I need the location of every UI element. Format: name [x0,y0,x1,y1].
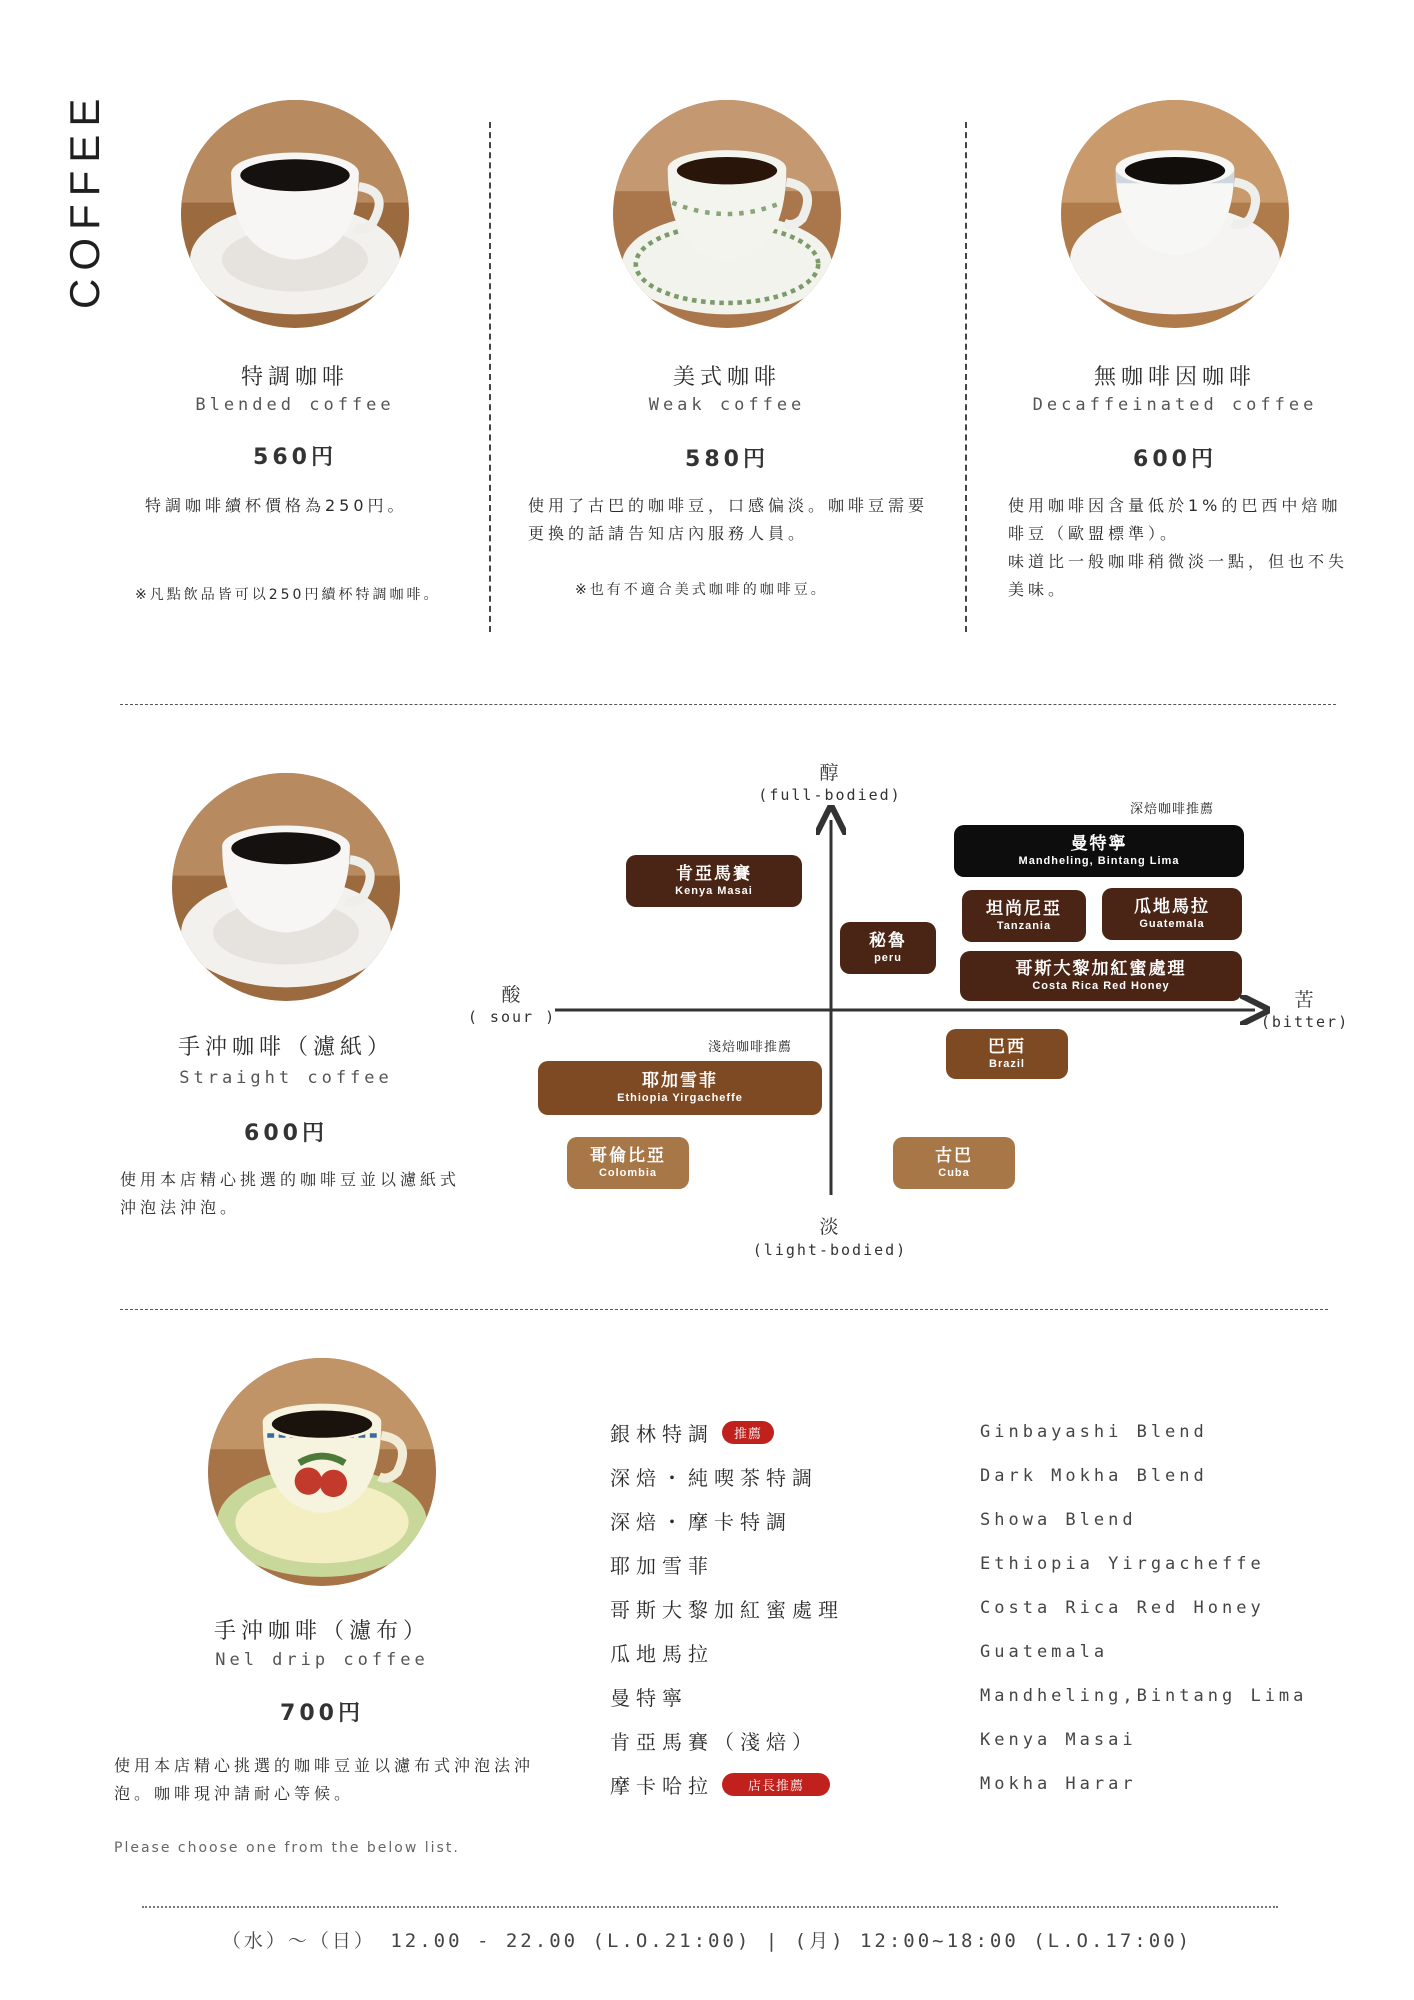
bean-list-en [980,1410,1380,1806]
opening-hours: （水）～（日） 12.00 - 22.00 (L.O.21:00) | (月) 12:00~18:00 (L.O.17:00) [221,1930,1193,1952]
list-item-en: Kenya Masai [980,1730,1137,1750]
decaf-coffee-photo [1061,100,1289,328]
coffee-cup-icon [181,100,409,328]
list-item-label: 耶加雪菲 [610,1553,714,1578]
axis-bottom-sublabel: (light-bodied) [752,1241,908,1259]
straight-coffee-name: 手沖咖啡（濾紙） [177,1035,394,1060]
coffee-cup-icon [172,773,400,1001]
dark-roast-recommend-label: 深焙咖啡推薦 [1130,802,1215,817]
list-item-en: Costa Rica Red Honey [980,1598,1265,1618]
axis-bottom-label: 淡 [819,1216,841,1238]
nel-drip-coffee-name-en: Nel drip coffee [215,1650,429,1670]
bean-tag-brazil [946,1029,1068,1079]
list-item-en: Dark Mokha Blend [980,1466,1208,1486]
list-item-label: 哥斯大黎加紅蜜處理 [610,1597,844,1622]
nel-drip-coffee-price: 700円 [280,1701,364,1726]
list-item [610,1454,970,1498]
nel-drip-coffee-name: 手沖咖啡（濾布） [213,1619,430,1644]
weak-coffee-price: 580円 [685,447,769,472]
list-item [610,1542,970,1586]
section-divider [120,704,1336,705]
list-item-en: Guatemala [980,1642,1109,1662]
list-item [610,1762,970,1806]
section-divider [120,1309,1328,1310]
axis-left-label: 酸 [501,984,523,1006]
weak-coffee-note: ※也有不適合美式咖啡的咖啡豆。 [575,582,828,598]
bean-tag-sublabel: Mandheling, Bintang Lima [1018,855,1180,867]
recommend-badge: 推薦 [722,1421,774,1444]
blended-coffee-name: 特調咖啡 [240,365,349,390]
list-item-en: Ginbayashi Blend [980,1422,1208,1442]
decaf-coffee-desc: 使用咖啡因含量低於1%的巴西中焙咖啡豆（歐盟標準）。 味道比一般咖啡稍微淡一點，但也不失美味。 [1008,496,1349,599]
nel-drip-coffee-photo [208,1358,436,1586]
bean-tag-mandheling [954,825,1244,877]
bean-tag-label: 曼特寧 [1070,834,1128,854]
bean-tag-cuba [893,1137,1015,1189]
bean-tag-colombia [567,1137,689,1189]
bean-tag-label: 秘魯 [869,931,907,951]
bean-tag-label: 坦尚尼亞 [986,899,1062,919]
choose-bean-note: Please choose one from the below list. [114,1840,460,1856]
straight-coffee-photo [172,773,400,1001]
list-item-en: Mandheling,Bintang Lima [980,1686,1308,1706]
bean-tag-label: 哥斯大黎加紅蜜處理 [1015,959,1187,979]
straight-coffee-price: 600円 [244,1121,328,1146]
blended-coffee-note: ※凡點飲品皆可以250円續杯特調咖啡。 [135,587,441,603]
bean-tag-tanzania [962,890,1086,942]
decaf-coffee-name: 無咖啡因咖啡 [1093,365,1256,390]
bean-tag-peru [840,922,936,974]
weak-coffee-desc: 使用了古巴的咖啡豆，口感偏淡。咖啡豆需要更換的話請告知店內服務人員。 [528,496,929,543]
bean-tag-sublabel: Kenya Masai [675,885,753,897]
list-item-label: 肯亞馬賽（淺焙） [610,1729,818,1754]
bean-tag-label: 巴西 [988,1037,1026,1057]
list-item [610,1586,970,1630]
coffee-cup-icon [208,1358,436,1586]
axis-top-sublabel: (full-bodied) [758,786,902,804]
list-item [610,1410,970,1454]
list-item [610,1718,970,1762]
list-item-label: 瓜地馬拉 [610,1641,714,1666]
list-item [610,1674,970,1718]
bean-tag-ethiopia [538,1061,822,1115]
nel-drip-coffee-desc: 使用本店精心挑選的咖啡豆並以濾布式沖泡法沖泡。咖啡現沖請耐心等候。 [114,1756,535,1803]
bean-tag-sublabel: Brazil [989,1058,1025,1070]
straight-coffee-desc: 使用本店精心挑選的咖啡豆並以濾紙式沖泡法沖泡。 [120,1170,461,1217]
bean-tag-sublabel: Costa Rica Red Honey [1032,980,1170,992]
axis-right-label: 苦 [1294,989,1316,1011]
blended-coffee-photo [181,100,409,328]
list-item-en: Mokha Harar [980,1774,1137,1794]
column-divider [965,122,967,632]
bean-tag-label: 耶加雪菲 [642,1071,718,1091]
bean-list-zh [610,1410,970,1806]
bean-tag-costa-rica [960,951,1242,1001]
bean-tag-sublabel: Ethiopia Yirgacheffe [617,1092,743,1104]
list-item [610,1498,970,1542]
list-item-label: 深焙・純喫茶特調 [610,1465,818,1490]
axis-top-label: 醇 [819,762,841,784]
manager-recommend-badge: 店長推薦 [722,1773,830,1796]
weak-coffee-name-en: Weak coffee [648,395,806,415]
list-item [610,1630,970,1674]
bean-tag-label: 肯亞馬賽 [676,864,752,884]
list-item-label: 曼特寧 [610,1685,688,1710]
weak-coffee-photo [613,100,841,328]
axis-left-sublabel: ( sour ) [467,1008,557,1026]
list-item-en: Showa Blend [980,1510,1137,1530]
bean-tag-sublabel: Guatemala [1139,918,1205,930]
bean-tag-label: 瓜地馬拉 [1134,897,1210,917]
straight-coffee-name-en: Straight coffee [179,1068,393,1088]
list-item-label: 摩卡哈拉 [610,1773,714,1798]
column-divider [489,122,491,632]
footer-divider [142,1906,1278,1908]
light-roast-recommend-label: 淺焙咖啡推薦 [708,1040,793,1055]
bean-tag-sublabel: peru [874,952,902,964]
bean-tag-sublabel: Colombia [598,1167,658,1179]
axis-right-sublabel: (bitter) [1260,1013,1350,1031]
coffee-cup-icon [613,100,841,328]
bean-tag-sublabel: Cuba [938,1167,970,1179]
list-item-label: 深焙・摩卡特調 [610,1509,792,1534]
page-title: COFFEE [61,90,108,310]
decaf-coffee-price: 600円 [1133,447,1217,472]
bean-tag-kenya [626,855,802,907]
list-item-en: Ethiopia Yirgacheffe [980,1554,1265,1574]
blended-coffee-name-en: Blended coffee [195,395,395,415]
bean-tag-label: 古巴 [935,1146,973,1166]
decaf-coffee-name-en: Decaffeinated coffee [1032,395,1318,415]
bean-tag-sublabel: Tanzania [996,920,1052,932]
bean-tag-guatemala [1102,888,1242,940]
weak-coffee-name: 美式咖啡 [672,365,781,390]
blended-coffee-price: 560円 [253,445,337,470]
blended-coffee-desc: 特調咖啡續杯價格為250円。 [145,496,408,515]
coffee-cup-icon [1061,100,1289,328]
bean-tag-label: 哥倫比亞 [590,1146,666,1166]
list-item-label: 銀林特調 [610,1421,714,1446]
